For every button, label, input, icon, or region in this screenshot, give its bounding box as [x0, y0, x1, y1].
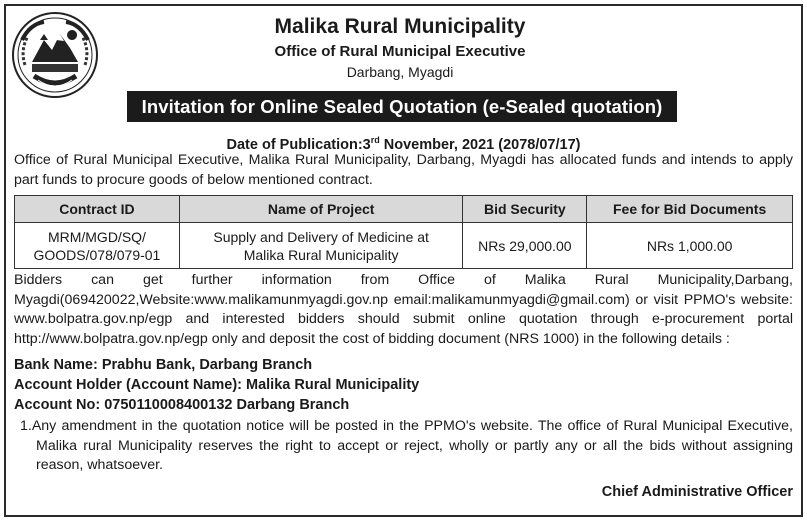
project-line: Malika Rural Municipality [243, 246, 399, 263]
notice-title: Invitation for Online Sealed Quotation (e-Sealed quotation) [127, 91, 677, 122]
bank-name: Bank Name: Prabhu Bank, Darbang Branch [14, 357, 313, 373]
project-cell [179, 223, 463, 269]
bid-security-cell: NRs 29,000.00 [463, 223, 587, 269]
project-line: Supply and Delivery of Medicine at [213, 228, 429, 245]
publication-label: Date of Publication: [226, 136, 363, 153]
column-header-bid-security: Bid Security [463, 196, 587, 223]
column-header-contract-id: Contract ID [15, 196, 180, 223]
table-header-row [15, 196, 793, 223]
signoff: Chief Administrative Officer [601, 484, 793, 500]
publication-day: 3 [362, 136, 371, 153]
publication-rest: November, 2021 (2078/07/17) [379, 136, 581, 153]
organization-name: Malika Rural Municipality [274, 15, 526, 38]
account-number: Account No: 0750110008400132 Darbang Branch [14, 397, 350, 413]
contract-table [14, 195, 793, 269]
office-name: Office of Rural Municipal Executive [274, 43, 526, 60]
notice-header [110, 14, 690, 82]
publication-day-suffix: rd [370, 135, 380, 145]
column-header-fee: Fee for Bid Documents [587, 196, 793, 223]
account-holder: Account Holder (Account Name): Malika Rural Municipality [14, 377, 420, 393]
intro-paragraph: Office of Rural Municipal Executive, Malika Rural Municipality, Darbang, Myagdi has allocated funds and intends to apply part funds to procure goods of below mentioned contract. [14, 152, 793, 188]
details-paragraph: Bidders can get further information from Office of Malika Rural Municipality,Darbang, Myagdi(069420022,Website:www.malikamunmyagdi.gov.np email:malikamunmyagdi@gmail.com) or visit PPMO's website: www.bolpatra.gov.np/egp and interested bidders should submit online quotation through e-procurement portal http://www.bolpatra.gov.np/egp only and deposit the cost of bidding document (NRS 1000) in the following details : [14, 272, 793, 347]
fee-cell: NRs 1,000.00 [587, 223, 793, 269]
table-row [15, 223, 793, 269]
nepal-emblem-icon [10, 10, 100, 100]
office-location: Darbang, Myagdi [346, 64, 454, 80]
contract-id-line: GOODS/078/079-01 [33, 246, 161, 263]
column-header-project: Name of Project [179, 196, 463, 223]
contract-id-line: MRM/MGD/SQ/ [47, 228, 146, 245]
contract-id-cell [15, 223, 180, 269]
amendment-note: 1.Any amendment in the quotation notice will be posted in the PPMO's website. The office of Rural Municipal Executive, Malika rural Municipality reserves the right to accept or reject, wholly or partly any or all the bids without assigning reason, whatsoever. [20, 418, 793, 473]
